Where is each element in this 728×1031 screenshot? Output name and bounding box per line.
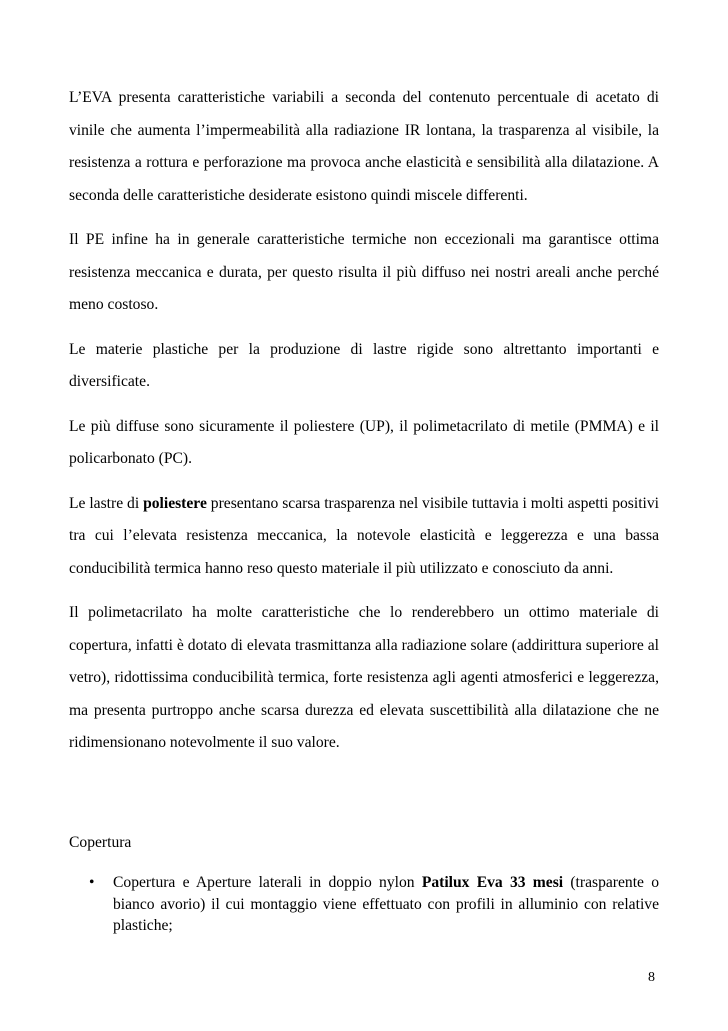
paragraph-poliestere-after: presentano scarsa trasparenza nel visibile tuttavia i molti aspetti positivi tra cui l’elevata resistenza meccanica, la notevole elasticità e leggerezza e una bassa conducibilità termica hanno reso questo materiale il più utilizzato e conosciuto da anni. [69,494,660,577]
paragraph-poliestere-before: Le lastre di [69,494,144,512]
paragraph-poliestere [69,488,659,586]
page-number: 8 [648,970,655,985]
list-item [69,872,659,937]
paragraph-eva: L’EVA presenta caratteristiche variabili a seconda del contenuto percentuale di acetato di vinile che aumenta l’impermeabilità alla radiazione IR lontana, la trasparenza al visibile, la resistenza a rottura e perforazione ma provoca anche elasticità e sensibilità alla dilatazione. A seconda delle caratteristiche desiderate esistono quindi miscele differenti. [69,89,659,204]
paragraph-lastre-rigide: Le materie plastiche per la produzione di lastre rigide sono altrettanto importanti e diversificate. [69,340,659,390]
bullet-icon: • [89,874,95,891]
bullet-list [69,872,659,937]
paragraph-poliestere-bold: poliestere [143,494,207,512]
list-item-bold: Patilux Eva 33 mesi [421,874,564,891]
document-body [69,82,659,772]
list-item-before: Copertura e Aperture laterali in doppio nylon [113,874,422,891]
paragraph-polimetacrilato: Il polimetacrilato ha molte caratteristiche che lo renderebbero un ottimo materiale di copertura, infatti è dotato di elevata trasmittanza alla radiazione solare (addirittura superiore al vetro), ridottissima conducibilità termica, forte resistenza agli agenti atmosferici e leggerezza, ma presenta purtroppo anche scarsa durezza ed elevata suscettibilità alla dilatazione che ne ridimensionano notevolmente il suo valore. [69,604,659,751]
section-heading: Copertura [69,834,132,851]
list-item-after: (trasparente o bianco avorio) il cui montaggio viene effettuato con profili in alluminio con relative plastiche; [113,874,659,934]
paragraph-piu-diffuse: Le più diffuse sono sicuramente il poliestere (UP), il polimetacrilato di metile (PMMA) e il policarbonato (PC). [69,417,659,467]
paragraph-pe: Il PE infine ha in generale caratteristiche termiche non eccezionali ma garantisce ottima resistenza meccanica e durata, per questo risulta il più diffuso nei nostri areali anche perché meno costoso. [69,231,659,313]
